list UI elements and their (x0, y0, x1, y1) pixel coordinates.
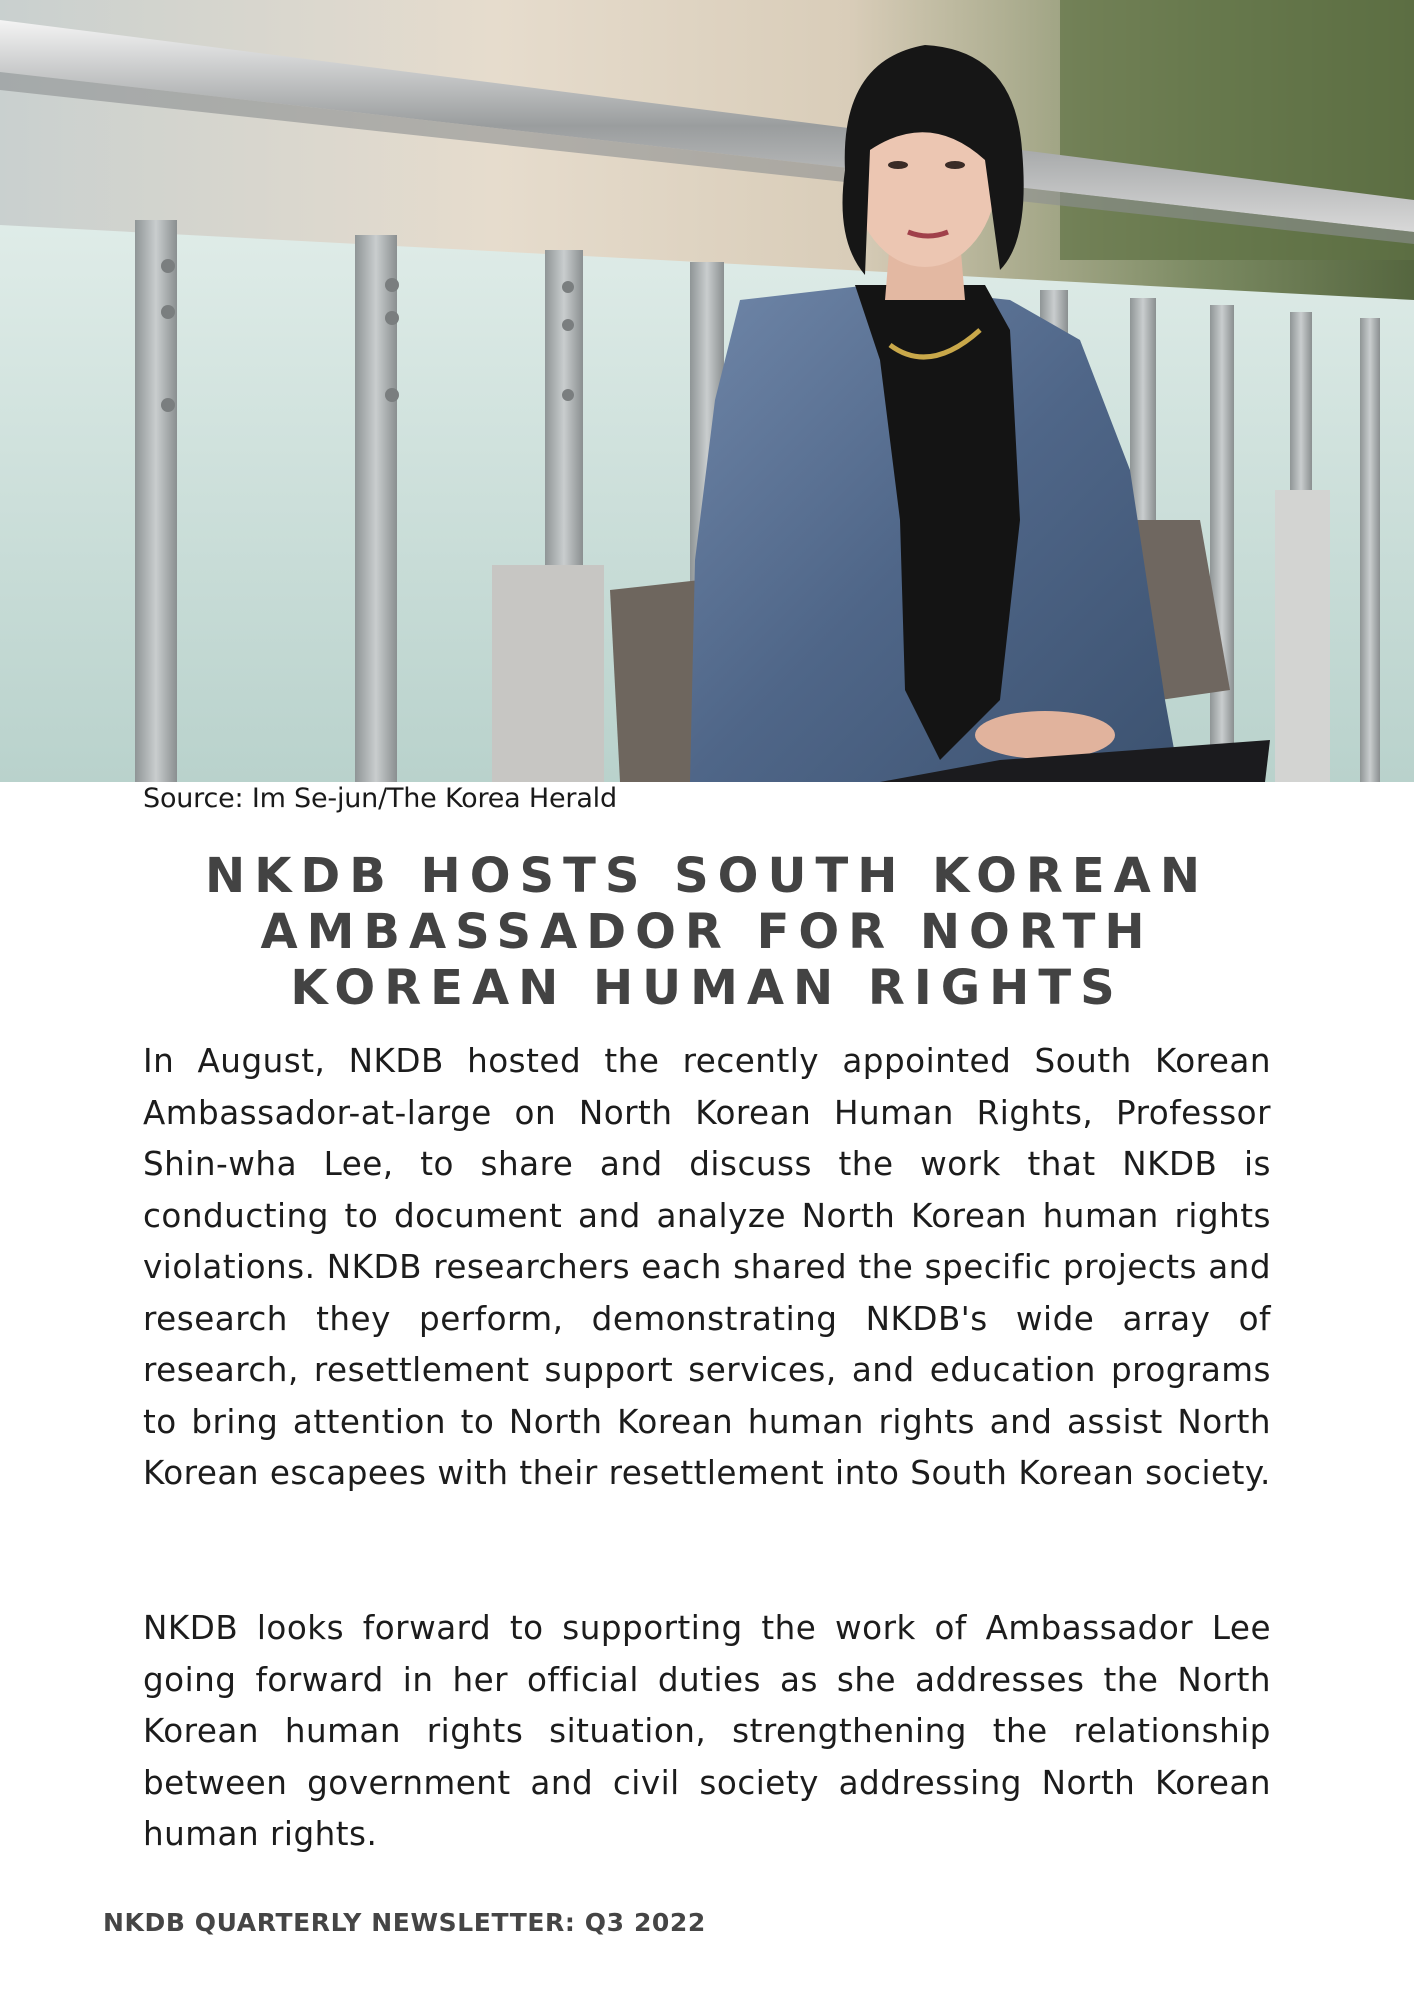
article-title: NKDB HOSTS SOUTH KOREAN AMBASSADOR FOR NORTH KOREAN HUMAN RIGHTS (205, 848, 1209, 1016)
article-paragraph-1: In August, NKDB hosted the recently appointed South Korean Ambassador-at-large on North Korean Human Rights, Professor Shin-wha Lee, to share and discuss the work that NKDB is conducting to document and analyze North Korean human rights violations. NKDB researchers each shared the specific projects and research they perform, demonstrating NKDB's wide array of research, resettlement support services, and education programs to bring attention to North Korean human rights and assist North Korean escapees with their resettlement into South Korean society. (143, 1042, 1271, 1492)
photo-illustration (0, 0, 1414, 782)
newsletter-footer: NKDB QUARTERLY NEWSLETTER: Q3 2022 (103, 1908, 706, 1937)
article-paragraph-2: NKDB looks forward to supporting the work of Ambassador Lee going forward in her official duties as she addresses the North Korean human rights situation, strengthening the relationship between government and civil society addressing North Korean human rights. (143, 1609, 1271, 1853)
article-photo (0, 0, 1414, 782)
photo-caption: Source: Im Se-jun/The Korea Herald (143, 783, 617, 814)
